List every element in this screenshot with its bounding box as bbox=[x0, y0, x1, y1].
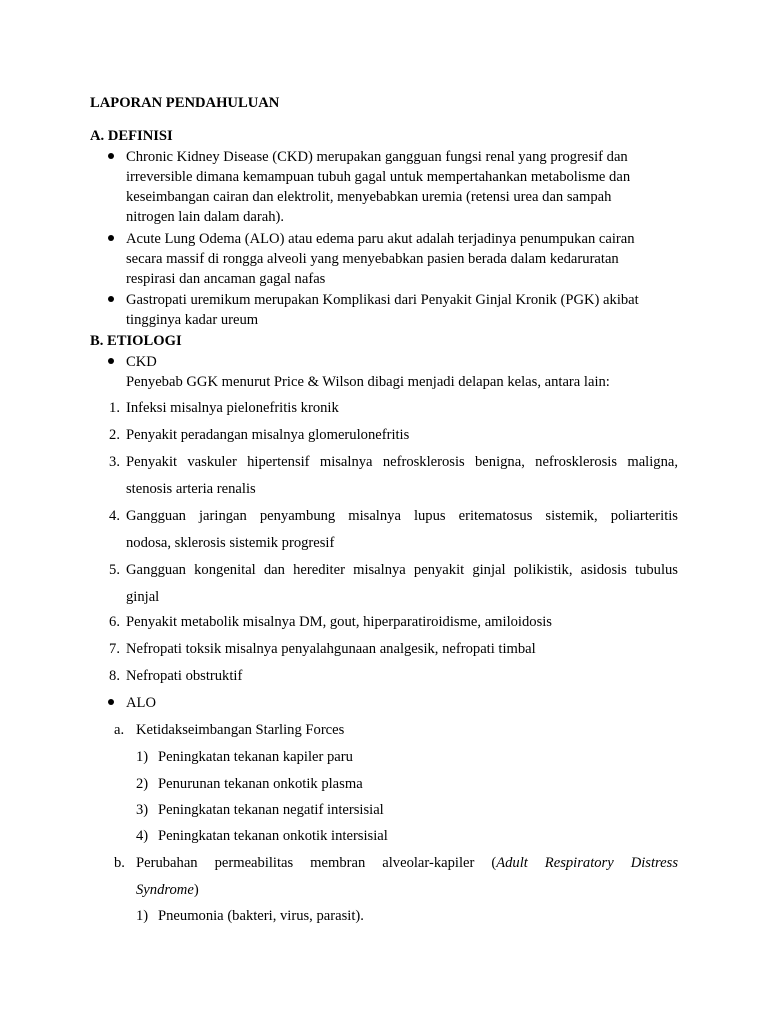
alo-cause-a-3: Peningkatan tekanan negatif intersisial bbox=[158, 802, 384, 818]
list-number: 2) bbox=[136, 776, 149, 792]
alo-cause-b-italic: Adult Respiratory Distress bbox=[496, 855, 678, 871]
alo-cause-b-italic-2: Syndrome bbox=[136, 882, 194, 898]
list-number: 5. bbox=[109, 562, 120, 578]
document-title: LAPORAN PENDAHULUAN bbox=[90, 95, 280, 111]
ckd-cause-4-line-1: Gangguan jaringan penyambung misalnya lupus eritematosus sistemik, poliarteritis bbox=[126, 508, 678, 524]
list-number: 7. bbox=[109, 641, 120, 657]
alo-cause-a-4: Peningkatan tekanan onkotik intersisial bbox=[158, 828, 388, 844]
alo-cause-b-prefix: Perubahan permeabilitas membran alveolar-kapiler ( bbox=[136, 855, 497, 871]
definition-alo-line-1: Acute Lung Odema (ALO) atau edema paru akut adalah terjadinya penumpukan cairan bbox=[126, 231, 635, 247]
list-number: 1) bbox=[136, 749, 149, 765]
alo-cause-b-suffix: ) bbox=[193, 882, 199, 898]
section-a-heading: A. DEFINISI bbox=[90, 128, 173, 144]
list-number: 3) bbox=[136, 802, 149, 818]
definition-gastropati-line-2: tingginya kadar ureum bbox=[126, 312, 259, 328]
list-letter: b. bbox=[114, 855, 125, 871]
alo-cause-b-line-1 bbox=[136, 853, 678, 873]
definition-ckd-line-3: keseimbangan cairan dan elektrolit, menyebabkan uremia (retensi urea dan sampah bbox=[126, 189, 612, 205]
list-number: 6. bbox=[109, 614, 120, 630]
alo-cause-a: Ketidakseimbangan Starling Forces bbox=[136, 722, 345, 738]
alo-cause-b-1: Pneumonia (bakteri, virus, parasit). bbox=[158, 908, 364, 924]
alo-cause-a-1: Peningkatan tekanan kapiler paru bbox=[158, 749, 353, 765]
definition-alo-line-2: secara massif di rongga alveoli yang menyebabkan pasien berada dalam kedaruratan bbox=[126, 251, 619, 267]
alo-cause-a-2: Penurunan tekanan onkotik plasma bbox=[158, 776, 363, 792]
ckd-cause-5-line-2: ginjal bbox=[126, 589, 160, 605]
bullet-icon bbox=[108, 153, 114, 159]
ckd-cause-1: Infeksi misalnya pielonefritis kronik bbox=[126, 400, 339, 416]
alo-label: ALO bbox=[126, 695, 156, 711]
list-number: 4. bbox=[109, 508, 120, 524]
list-number: 4) bbox=[136, 828, 149, 844]
list-letter: a. bbox=[114, 722, 125, 738]
list-number: 2. bbox=[109, 427, 120, 443]
definition-ckd-line-4: nitrogen lain dalam darah). bbox=[126, 209, 285, 225]
ckd-label: CKD bbox=[126, 354, 157, 370]
definition-alo-line-3: respirasi dan ancaman gagal nafas bbox=[126, 271, 326, 287]
list-number: 8. bbox=[109, 668, 120, 684]
definition-gastropati-line-1: Gastropati uremikum merupakan Komplikasi dari Penyakit Ginjal Kronik (PGK) akibat bbox=[126, 292, 639, 308]
ckd-cause-7: Nefropati toksik misalnya penyalahgunaan analgesik, nefropati timbal bbox=[126, 641, 536, 657]
bullet-icon bbox=[108, 358, 114, 364]
bullet-icon bbox=[108, 699, 114, 705]
ckd-intro: Penyebab GGK menurut Price & Wilson dibagi menjadi delapan kelas, antara lain: bbox=[126, 374, 610, 390]
ckd-cause-4-line-2: nodosa, sklerosis sistemik progresif bbox=[126, 535, 335, 551]
alo-cause-b-line-2 bbox=[136, 880, 199, 900]
list-number: 1) bbox=[136, 908, 149, 924]
definition-ckd-line-1: Chronic Kidney Disease (CKD) merupakan gangguan fungsi renal yang progresif dan bbox=[126, 149, 628, 165]
ckd-cause-5-line-1: Gangguan kongenital dan herediter misalnya penyakit ginjal polikistik, asidosis tubulus bbox=[126, 562, 678, 578]
ckd-cause-6: Penyakit metabolik misalnya DM, gout, hiperparatiroidisme, amiloidosis bbox=[126, 614, 552, 630]
ckd-cause-3-line-1: Penyakit vaskuler hipertensif misalnya nefrosklerosis benigna, nefrosklerosis maligna, bbox=[126, 454, 678, 470]
ckd-cause-8: Nefropati obstruktif bbox=[126, 668, 243, 684]
section-b-heading: B. ETIOLOGI bbox=[90, 333, 182, 349]
ckd-cause-2: Penyakit peradangan misalnya glomerulonefritis bbox=[126, 427, 410, 443]
bullet-icon bbox=[108, 296, 114, 302]
definition-ckd-line-2: irreversible dimana kemampuan tubuh gagal untuk mempertahankan metabolisme dan bbox=[126, 169, 631, 185]
bullet-icon bbox=[108, 235, 114, 241]
list-number: 3. bbox=[109, 454, 120, 470]
ckd-cause-3-line-2: stenosis arteria renalis bbox=[126, 481, 256, 497]
list-number: 1. bbox=[109, 400, 120, 416]
